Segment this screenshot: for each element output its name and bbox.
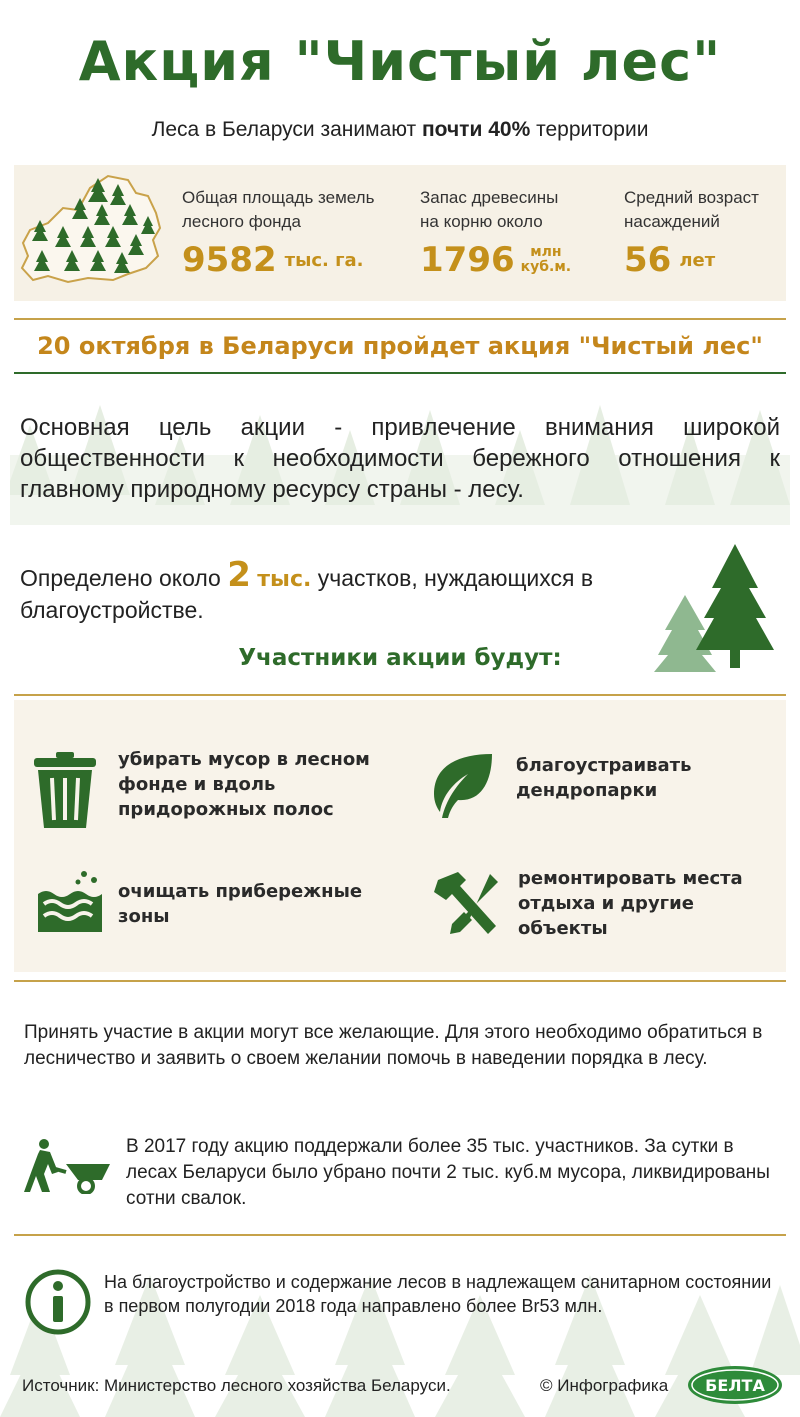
stat-unit <box>521 245 571 275</box>
join-text: Принять участие в акции могут все желающие. Для этого необходимо обратиться в лесничество и заявить о своем желании помочь в наведении порядка в лесу. <box>24 1022 763 1069</box>
participants-heading: Участники акции будут: <box>238 645 562 671</box>
info-text: На благоустройство и содержание лесов в надлежащем санитарном состоянии в первом полугодии 2018 года направлено более Br53 млн. <box>104 1272 772 1316</box>
task-line: дендропарки <box>516 780 658 801</box>
trash-can-icon <box>32 752 98 830</box>
sites-unit: тыс. <box>257 567 312 592</box>
stat-unit: лет <box>679 249 716 271</box>
task-item <box>516 753 692 803</box>
task-line: отдыха и другие <box>518 893 694 914</box>
wheelbarrow-worker-icon <box>22 1138 114 1194</box>
stat-value <box>182 240 374 280</box>
task-item <box>118 879 362 929</box>
belarus-map-icon <box>18 168 168 296</box>
stat-timber-stock <box>420 186 571 280</box>
info-icon <box>24 1268 92 1336</box>
stat-label: лесного фонда <box>182 212 301 231</box>
divider <box>14 318 786 320</box>
sites-prefix: Определено около <box>20 565 228 591</box>
stat-unit-line: млн <box>530 244 562 260</box>
belta-logo <box>686 1364 784 1406</box>
divider <box>14 694 786 696</box>
task-line: фонде и вдоль <box>118 774 276 795</box>
stat-number: 9582 <box>182 240 277 280</box>
sites-suffix: участков, нуждающихся в благоустройстве. <box>20 565 594 623</box>
stat-label: Средний возраст <box>624 188 759 207</box>
leaf-icon <box>428 752 496 820</box>
task-item <box>118 747 370 822</box>
stat-unit-line: куб.м. <box>520 259 572 275</box>
sites-text <box>20 555 680 625</box>
history-text: В 2017 году акцию поддержали более 35 тыс. участников. За сутки в лесах Беларуси было убрано почти 2 тыс. куб.м мусора, ликвидированы сотни свалок. <box>126 1136 770 1209</box>
water-icon <box>34 868 106 934</box>
stat-label: Запас древесины <box>420 188 559 207</box>
page-title: Акция "Чистый лес" <box>78 30 722 93</box>
stat-forest-area <box>182 186 374 280</box>
credit-text: © Инфографика <box>540 1376 669 1395</box>
stat-label: на корню около <box>420 212 543 231</box>
stat-label: Общая площадь земель <box>182 188 375 207</box>
tools-icon <box>430 868 502 940</box>
stat-number: 1796 <box>420 240 515 280</box>
task-line: очищать прибережные <box>118 881 363 902</box>
svg-text:БЕЛТА: БЕЛТА <box>705 1376 765 1395</box>
stat-average-age <box>624 186 759 280</box>
task-line: благоустраивать <box>516 755 692 776</box>
divider <box>14 372 786 374</box>
subtitle <box>0 118 800 142</box>
subtitle-bold: почти 40% <box>422 118 531 141</box>
date-heading: 20 октября в Беларуси пройдет акция "Чистый лес" <box>37 332 763 360</box>
task-line: придорожных полос <box>118 799 334 820</box>
stat-label: насаждений <box>624 212 720 231</box>
stat-value <box>624 240 759 280</box>
task-line: ремонтировать места <box>518 868 743 889</box>
subtitle-prefix: Леса в Беларуси занимают <box>151 118 422 141</box>
stat-number: 56 <box>624 240 672 280</box>
task-line: объекты <box>518 918 608 939</box>
stat-unit: тыс. га. <box>284 249 364 271</box>
divider <box>14 980 786 982</box>
subtitle-suffix: территории <box>530 118 649 141</box>
goal-text: Основная цель акции - привлечение внимания широкой общественности к необходимости бережного отношения к главному природному ресурсу страны - лесу. <box>20 414 780 503</box>
task-line: убирать мусор в лесном <box>118 749 370 770</box>
task-line: зоны <box>118 906 170 927</box>
source-text: Источник: Министерство лесного хозяйства Беларуси. <box>22 1376 451 1395</box>
stat-value <box>420 240 571 280</box>
divider <box>14 1234 786 1236</box>
sites-number: 2 <box>227 555 251 595</box>
task-item <box>518 866 743 941</box>
